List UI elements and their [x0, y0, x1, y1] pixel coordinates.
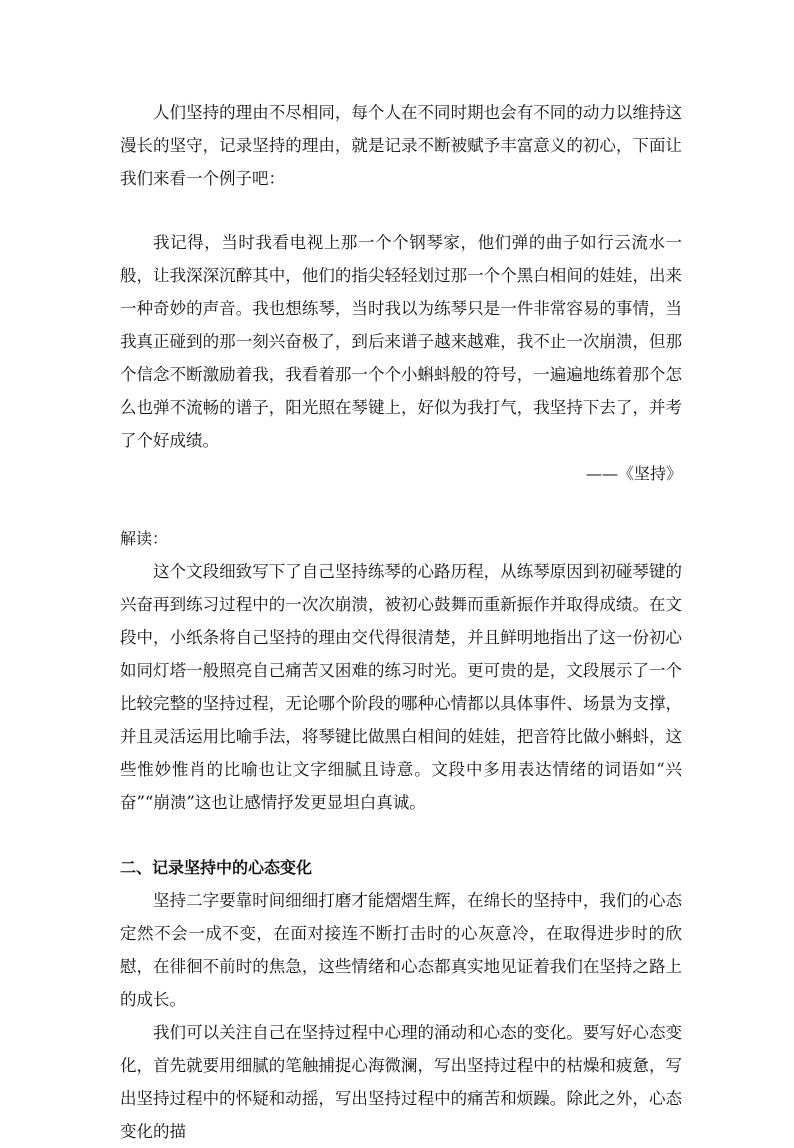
- section-heading: 二、记录坚持中的心态变化: [120, 858, 313, 877]
- analysis-label: 解读：: [120, 529, 169, 548]
- section-paragraph-2: 我们可以关注自己在坚持过程中心理的涌动和心态的变化。要写好心态变化，首先就要用细腻的笔触捕捉心海微澜，写出坚持过程中的枯燥和疲惫，写出坚持过程中的怀疑和动摇，写出坚持过程中的痛苦和烦躁。除此之外，心态变化的描: [120, 1023, 682, 1141]
- intro-paragraph: 人们坚持的理由不尽相同，每个人在不同时期也会有不同的动力以维持这漫长的坚守，记录坚持的理由，就是记录不断被赋予丰富意义的初心，下面让我们来看一个例子吧：: [120, 103, 682, 188]
- example-paragraph: 我记得，当时我看电视上那一个个钢琴家，他们弹的曲子如行云流水一般，让我深深沉醉其中，他们的指尖轻轻划过那一个个黑白相间的娃娃，出来一种奇妙的声音。我也想练琴，当时我以为练琴只是一件非常容易的事情，当我真正碰到的那一刻兴奋极了，到后来谱子越来越难，我不止一次崩溃，但那个信念不断激励着我，我看着那一个个小蝌蚪般的符号，一遍遍地练着那个怎么也弹不流畅的谱子，阳光照在琴键上，好似为我打气，我坚持下去了，并考了个好成绩。: [120, 233, 682, 450]
- analysis-paragraph: 这个文段细致写下了自己坚持练琴的心路历程，从练琴原因到初碰琴键的兴奋再到练习过程中的一次次崩溃，被初心鼓舞而重新振作并取得成绩。在文段中，小纸条将自己坚持的理由交代得很清楚，并且鲜明地指出了这一份初心如同灯塔一般照亮自己痛苦又困难的练习时光。更可贵的是，文段展示了一个比较完整的坚持过程，无论哪个阶段的哪种心情都以具体事件、场景为支撑，并且灵活运用比喻手法，将琴键比做黑白相间的娃娃，把音符比做小蝌蚪，这些惟妙惟肖的比喻也让文字细腻且诗意。文段中多用表达情绪的词语如“兴奋”“崩溃”这也让感情抒发更显坦白真诚。: [120, 562, 682, 812]
- example-attribution: ——《坚持》: [585, 464, 682, 483]
- document-page: [120, 96, 682, 1148]
- section-paragraph-1: 坚持二字要靠时间细细打磨才能熠熠生辉，在绵长的坚持中，我们的心态定然不会一成不变，在面对接连不断打击时的心灰意冷，在取得进步时的欣慰，在徘徊不前时的焦急，这些情绪和心态都真实地见证着我们在坚持之路上的成长。: [120, 891, 682, 1009]
